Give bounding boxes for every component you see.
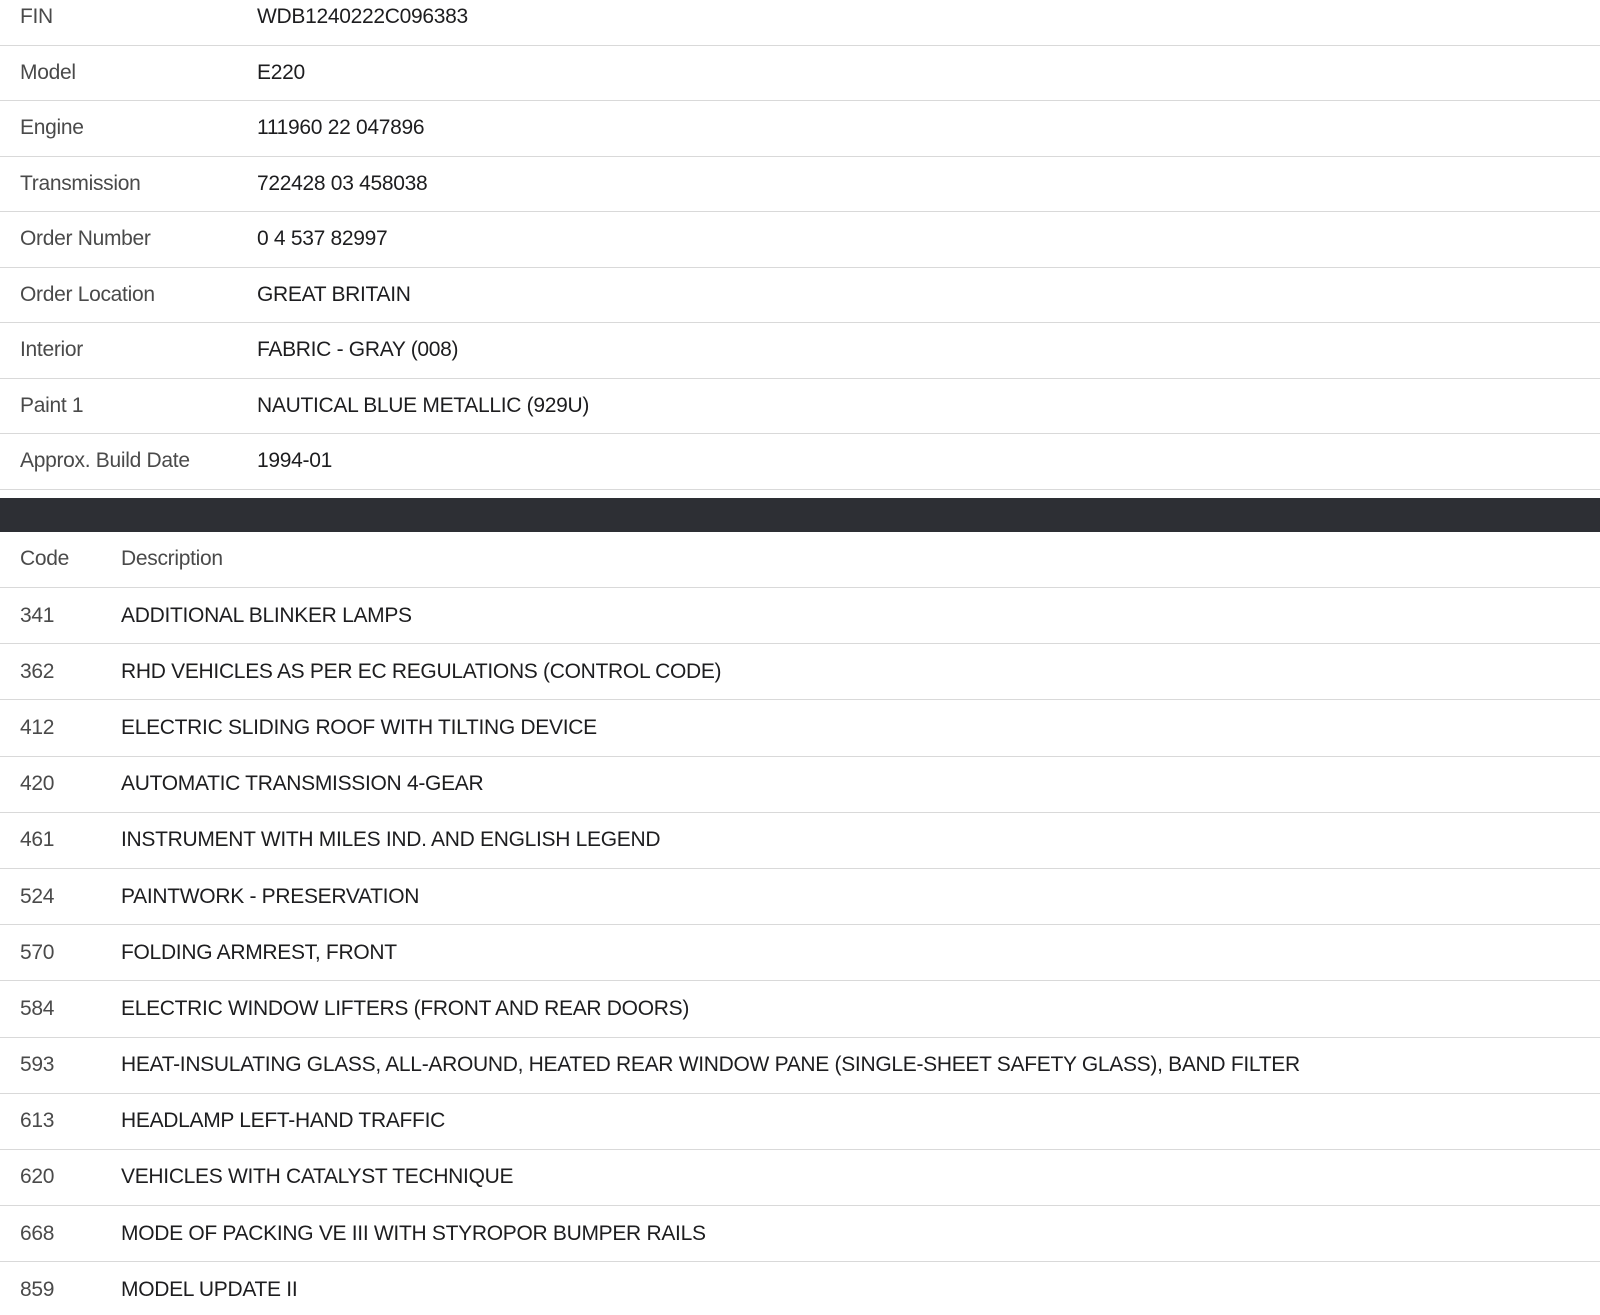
table-row xyxy=(0,925,1600,981)
table-row xyxy=(0,434,1600,490)
table-row xyxy=(0,981,1600,1037)
info-value-transmission: 722428 03 458038 xyxy=(257,171,428,195)
table-row xyxy=(0,869,1600,925)
table-row xyxy=(0,379,1600,435)
table-row xyxy=(0,1094,1600,1150)
info-value-build-date: 1994-01 xyxy=(257,449,332,473)
info-label-model: Model xyxy=(20,60,76,84)
option-description: MODE OF PACKING VE III WITH STYROPOR BUMPER RAILS xyxy=(121,1221,706,1245)
option-description: HEAT-INSULATING GLASS, ALL-AROUND, HEATED REAR WINDOW PANE (SINGLE-SHEET SAFETY GLASS), BAND FILTER xyxy=(121,1053,1300,1077)
option-code: 584 xyxy=(20,996,55,1020)
option-description: INSTRUMENT WITH MILES IND. AND ENGLISH LEGEND xyxy=(121,828,661,852)
info-label-interior: Interior xyxy=(20,338,83,362)
table-row xyxy=(0,588,1600,644)
option-code: 859 xyxy=(20,1277,55,1301)
table-row xyxy=(0,700,1600,756)
info-value-interior: FABRIC - GRAY (008) xyxy=(257,338,459,362)
table-row xyxy=(0,1262,1600,1315)
table-row xyxy=(0,212,1600,268)
option-code: 620 xyxy=(20,1165,55,1189)
option-code: 420 xyxy=(20,772,55,796)
table-row xyxy=(0,46,1600,102)
column-header-description: Description xyxy=(121,547,223,571)
option-description: ELECTRIC WINDOW LIFTERS (FRONT AND REAR DOORS) xyxy=(121,996,690,1020)
vehicle-info-table xyxy=(0,0,1600,490)
table-row xyxy=(0,268,1600,324)
table-row xyxy=(0,757,1600,813)
info-label-order-number: Order Number xyxy=(20,227,151,251)
option-code: 570 xyxy=(20,940,55,964)
option-code: 668 xyxy=(20,1221,55,1245)
info-value-engine: 111960 22 047896 xyxy=(257,116,425,140)
table-row xyxy=(0,323,1600,379)
option-codes-table xyxy=(0,532,1600,1315)
info-value-paint-1: NAUTICAL BLUE METALLIC (929U) xyxy=(257,393,590,417)
table-row xyxy=(0,1206,1600,1262)
info-value-fin: WDB1240222C096383 xyxy=(257,5,468,29)
info-value-order-location: GREAT BRITAIN xyxy=(257,282,411,306)
option-description: PAINTWORK - PRESERVATION xyxy=(121,884,420,908)
info-label-build-date: Approx. Build Date xyxy=(20,449,190,473)
info-value-order-number: 0 4 537 82997 xyxy=(257,227,388,251)
table-row xyxy=(0,813,1600,869)
option-description: RHD VEHICLES AS PER EC REGULATIONS (CONTROL CODE) xyxy=(121,659,722,683)
option-codes-header-row xyxy=(0,532,1600,589)
table-row xyxy=(0,1150,1600,1206)
table-row xyxy=(0,1038,1600,1094)
info-label-engine: Engine xyxy=(20,116,84,140)
option-description: MODEL UPDATE II xyxy=(121,1277,298,1301)
option-description: FOLDING ARMREST, FRONT xyxy=(121,940,397,964)
table-row xyxy=(0,157,1600,213)
info-label-paint-1: Paint 1 xyxy=(20,393,84,417)
option-code: 412 xyxy=(20,715,55,739)
option-code: 613 xyxy=(20,1109,55,1133)
option-description: ELECTRIC SLIDING ROOF WITH TILTING DEVICE xyxy=(121,715,597,739)
info-label-fin: FIN xyxy=(20,5,53,29)
option-code: 362 xyxy=(20,659,55,683)
info-label-transmission: Transmission xyxy=(20,171,141,195)
info-label-order-location: Order Location xyxy=(20,282,155,306)
option-code: 524 xyxy=(20,884,55,908)
option-description: VEHICLES WITH CATALYST TECHNIQUE xyxy=(121,1165,514,1189)
option-code: 593 xyxy=(20,1053,55,1077)
table-row xyxy=(0,0,1600,46)
info-value-model: E220 xyxy=(257,60,305,84)
option-description: ADDITIONAL BLINKER LAMPS xyxy=(121,603,412,627)
table-row xyxy=(0,101,1600,157)
option-code: 341 xyxy=(20,603,55,627)
option-code: 461 xyxy=(20,828,55,852)
option-description: AUTOMATIC TRANSMISSION 4-GEAR xyxy=(121,772,484,796)
column-header-code: Code xyxy=(20,547,70,571)
table-row xyxy=(0,644,1600,700)
section-divider-bar xyxy=(0,498,1600,532)
option-description: HEADLAMP LEFT-HAND TRAFFIC xyxy=(121,1109,445,1133)
